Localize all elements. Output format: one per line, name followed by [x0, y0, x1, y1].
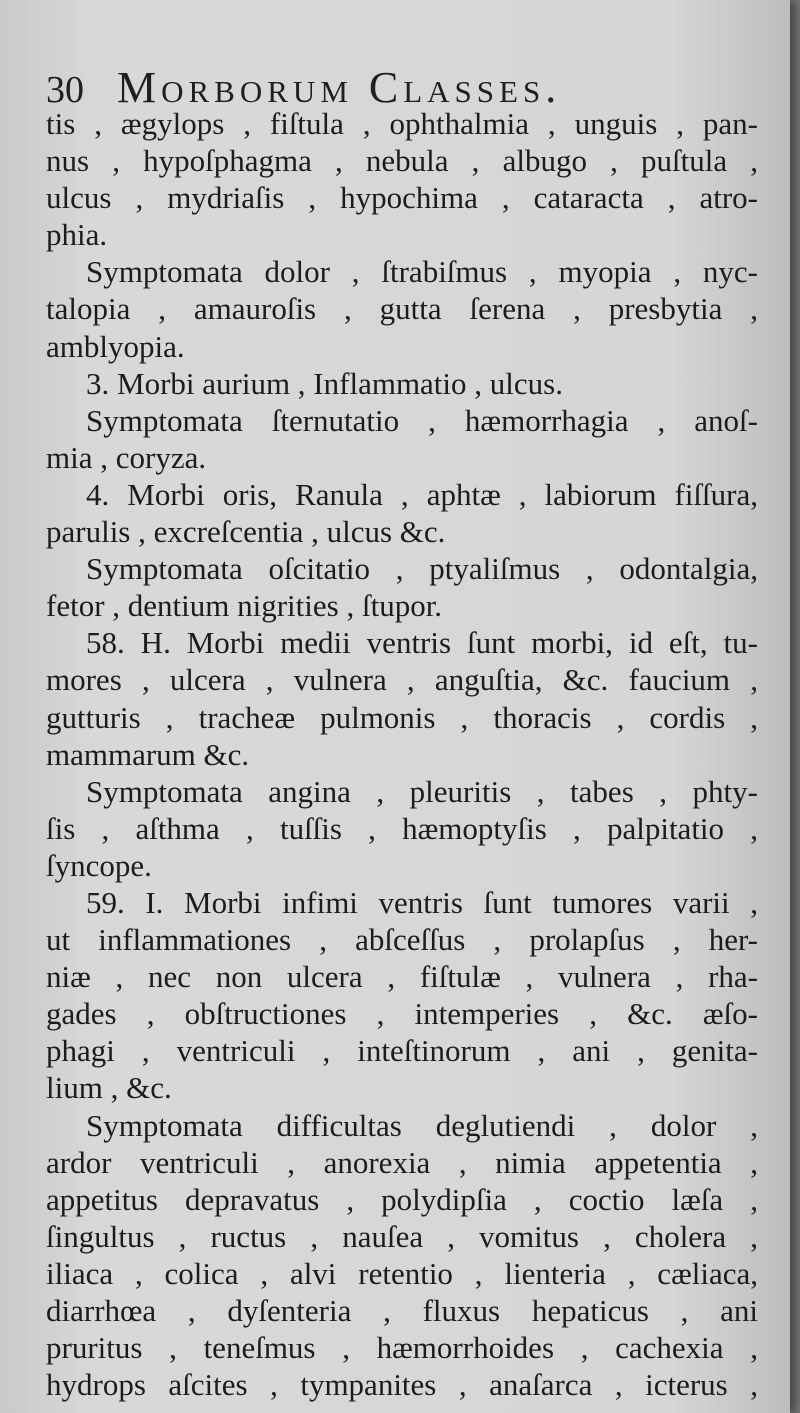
text-line: ſyncope.: [46, 847, 152, 883]
text-line: niæ , nec non ulcera , fiſtulæ , vulnera , rha-: [46, 959, 758, 995]
text-line: Symptomata dolor , ſtrabiſmus , myopia , nyc-: [86, 254, 758, 290]
text-line: amblyopia.: [46, 328, 185, 364]
page-number: 30: [46, 69, 84, 111]
text-line: mores , ulcera , vulnera , anguſtia, &c. faucium ,: [46, 662, 758, 698]
text-line: 4. Morbi oris, Ranula , aphtæ , labiorum fiſſura,: [86, 476, 758, 512]
text-line: ulcus , mydriaſis , hypochima , cataracta , atro-: [46, 180, 758, 216]
text-line: Symptomata ſternutatio , hæmorrhagia , anoſ-: [86, 402, 758, 438]
text-line: 58. H. Morbi medii ventris ſunt morbi, id eſt, tu-: [86, 625, 758, 661]
text-line: ſis , aſthma , tuſſis , hæmoptyſis , palpitatio ,: [46, 810, 758, 846]
text-line: pruritus , teneſmus , hæmorrhoides , cachexia ,: [46, 1330, 758, 1366]
text-line: 3. Morbi aurium , Inflammatio , ulcus.: [86, 365, 563, 401]
page-title: Morborum Classes.: [117, 63, 562, 112]
text-line: appetitus depravatus , polydipſia , coctio læſa ,: [46, 1181, 758, 1217]
text-line: parulis , excreſcentia , ulcus &c.: [46, 514, 446, 550]
text-line: hydrops aſcites , tympanites , anaſarca , icterus ,: [46, 1367, 758, 1403]
text-line: tis , ægylops , fiſtula , ophthalmia , unguis , pan-: [46, 106, 758, 141]
text-line: phagi , ventriculi , inteſtinorum , ani , genita-: [46, 1033, 758, 1069]
text-line: diarrhœa , dyſenteria , fluxus hepaticus , ani: [46, 1293, 758, 1328]
text-line: 59. I. Morbi infimi ventris ſunt tumores varii ,: [86, 884, 758, 920]
text-line: nus , hypoſphagma , nebula , albugo , puſtula ,: [46, 143, 758, 179]
text-line: Symptomata oſcitatio , ptyaliſmus , odontalgia,: [86, 551, 758, 587]
text-line: mammarum &c.: [46, 736, 250, 772]
text-line: ardor ventriculi , anorexia , nimia appetentia ,: [46, 1144, 758, 1180]
text-line: mia , coryza.: [46, 439, 207, 475]
text-line: talopia , amauroſis , gutta ſerena , presbytia ,: [46, 291, 758, 327]
text-line: phia.: [46, 217, 108, 253]
text-line: iliaca , colica , alvi retentio , lienteria , cæliaca,: [46, 1255, 758, 1291]
text-line: gades , obſtructiones , intemperies , &c. æſo-: [46, 996, 758, 1032]
text-line: gutturis , tracheæ pulmonis , thoracis , cordis ,: [46, 699, 758, 735]
text-line: Symptomata difficultas deglutiendi , dolor ,: [86, 1107, 758, 1143]
text-line: fetor , dentium nigrities , ſtupor.: [46, 588, 443, 624]
text-line: Symptomata angina , pleuritis , tabes , phty-: [86, 773, 758, 809]
text-line: ſingultus , ructus , nauſea , vomitus , cholera ,: [46, 1218, 758, 1254]
text-line: lium , &c.: [46, 1070, 172, 1106]
text-line: ut inflammationes , abſceſſus , prolapſus , her-: [46, 922, 758, 958]
body-text: [46, 105, 758, 1403]
